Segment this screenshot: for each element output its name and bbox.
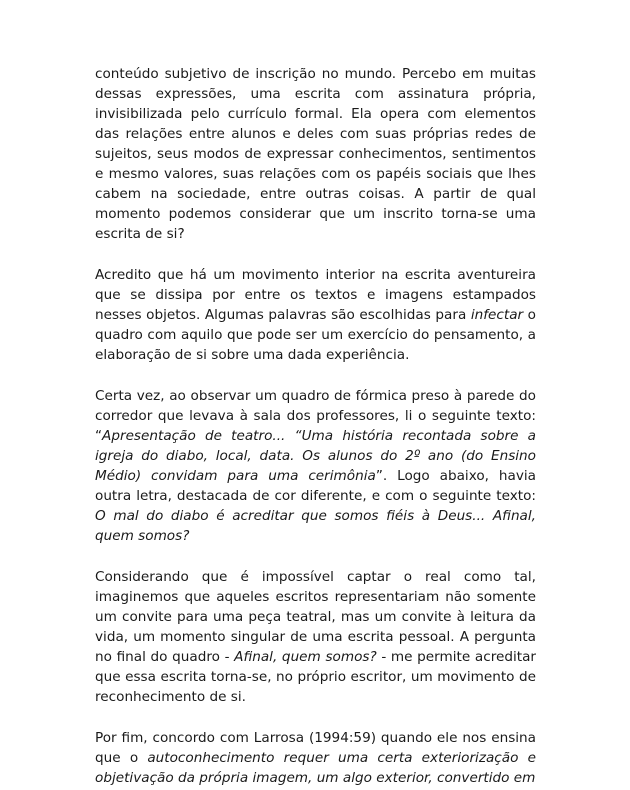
document-body [95, 64, 536, 788]
paragraph-5-text-1: Por fim, concordo com Larrosa (1994:59) quando ele nos ensina que o [95, 730, 536, 766]
paragraph-3-italic-2: O mal do diabo é acreditar que somos fiéis à Deus... Afinal, quem somos? [95, 508, 536, 544]
paragraph-3-text-1: Certa vez, ao observar um quadro de fórmica preso à parede do corredor que levava à sala dos professores, li o seguinte texto: “ [95, 388, 536, 444]
paragraph-3-text-2: ”. Logo abaixo, havia outra letra, destacada de cor diferente, e com o seguinte texto: [95, 468, 536, 504]
paragraph-3 [95, 386, 536, 546]
paragraph-2-italic-1: infectar [470, 307, 524, 323]
paragraph-5 [95, 728, 536, 788]
paragraph-4-text-1: Considerando que é impossível captar o real como tal, imaginemos que aqueles escritos representariam não somente um convite para uma peça teatral, mas um convite à leitura da vida, um momento singular de uma escrita pessoal. A pergunta no final do quadro - [95, 569, 536, 665]
paragraph-4-text-2: - me permite acreditar que essa escrita torna-se, no próprio escritor, um movimento de reconhecimento de si. [95, 649, 536, 705]
paragraph-4-italic-1: Afinal, quem somos? [234, 649, 377, 665]
paragraph-1-text-1: conteúdo subjetivo de inscrição no mundo. Percebo em muitas dessas expressões, uma escrita com assinatura própria, invisibilizada pelo currículo formal. Ela opera com elementos das relações entre alunos e deles com suas próprias redes de sujeitos, seus modos de expressar conhecimentos, sentimentos e mesmo valores, suas relações com os papéis sociais que lhes cabem na sociedade, entre outras coisas. A partir de qual momento podemos considerar que um inscrito torna-se uma escrita de si? [95, 66, 536, 242]
paragraph-2-text-1: Acredito que há um movimento interior na escrita aventureira que se dissipa por entre os textos e imagens estampados nesses objetos. Algumas palavras são escolhidas para [95, 267, 536, 323]
paragraph-1 [95, 64, 536, 244]
paragraph-2 [95, 265, 536, 365]
paragraph-4 [95, 567, 536, 707]
paragraph-2-text-2: o quadro com aquilo que pode ser um exercício do pensamento, a elaboração de si sobre uma dada experiência. [95, 307, 536, 363]
paragraph-3-italic-1: Apresentação de teatro... “Uma história recontada sobre a igreja do diabo, local, data. Os alunos do 2º ano (do Ensino Médio) convidam para uma cerimônia [95, 428, 536, 484]
paragraph-5-italic-1: autoconhecimento requer uma certa exteriorização e objetivação da própria imagem, um algo exterior, convertido em [95, 750, 536, 786]
